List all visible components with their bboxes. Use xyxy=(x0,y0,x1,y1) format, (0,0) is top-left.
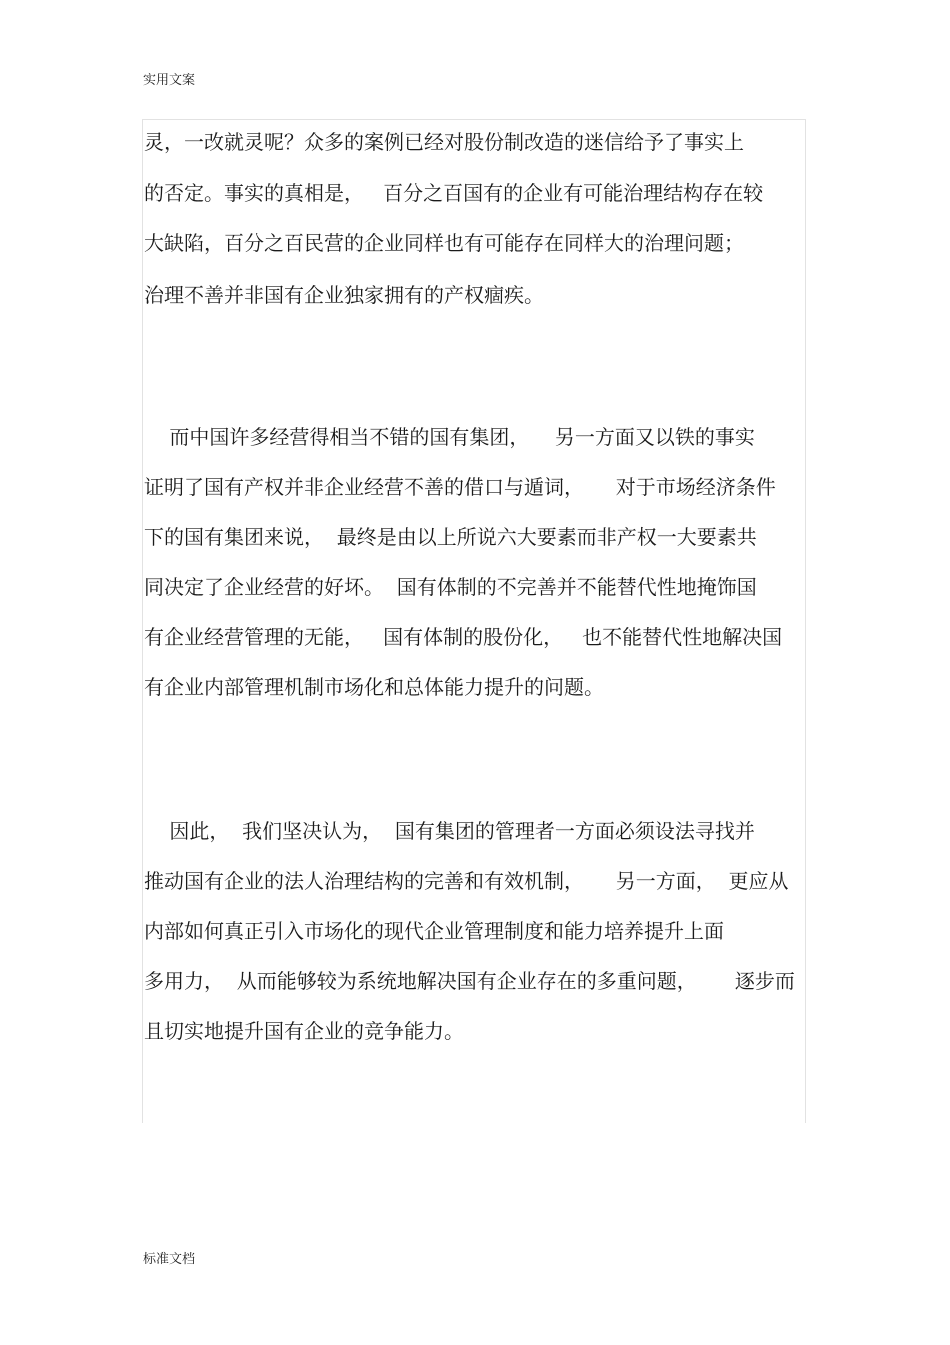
body-line: 有企业经营管理的无能， 国有体制的股份化， 也不能替代性地解决国 xyxy=(144,625,783,649)
body-line: 因此， 我们坚决认为， 国有集团的管理者一方面必须设法寻找并 xyxy=(144,819,755,843)
body-line: 而中国许多经营得相当不错的国有集团， 另一方面又以铁的事实 xyxy=(144,425,755,449)
body-line: 治理不善并非国有企业独家拥有的产权痼疾。 xyxy=(144,283,544,307)
body-line: 有企业内部管理机制市场化和总体能力提升的问题。 xyxy=(144,675,604,699)
body-line: 灵，一改就灵呢？众多的案例已经对股份制改造的迷信给予了事实上 xyxy=(144,130,744,154)
body-line: 内部如何真正引入市场化的现代企业管理制度和能力培养提升上面 xyxy=(144,919,724,943)
body-line: 且切实地提升国有企业的竞争能力。 xyxy=(144,1019,464,1043)
page-header: 实用文案 xyxy=(143,73,196,88)
body-line: 证明了国有产权并非企业经营不善的借口与遁词， 对于市场经济条件 xyxy=(144,475,776,499)
body-line: 多用力， 从而能够较为系统地解决国有企业存在的多重问题， 逐步而 xyxy=(144,969,795,993)
body-line: 的否定。事实的真相是， 百分之百国有的企业有可能治理结构存在较 xyxy=(144,181,764,205)
body-line: 推动国有企业的法人治理结构的完善和有效机制， 另一方面， 更应从 xyxy=(144,869,789,893)
body-line: 同决定了企业经营的好坏。 国有体制的不完善并不能替代性地掩饰国 xyxy=(144,575,757,599)
body-line: 大缺陷，百分之百民营的企业同样也有可能存在同样大的治理问题； xyxy=(144,231,744,255)
page-footer: 标准文档 xyxy=(143,1252,196,1267)
body-line: 下的国有集团来说， 最终是由以上所说六大要素而非产权一大要素共 xyxy=(144,525,757,549)
